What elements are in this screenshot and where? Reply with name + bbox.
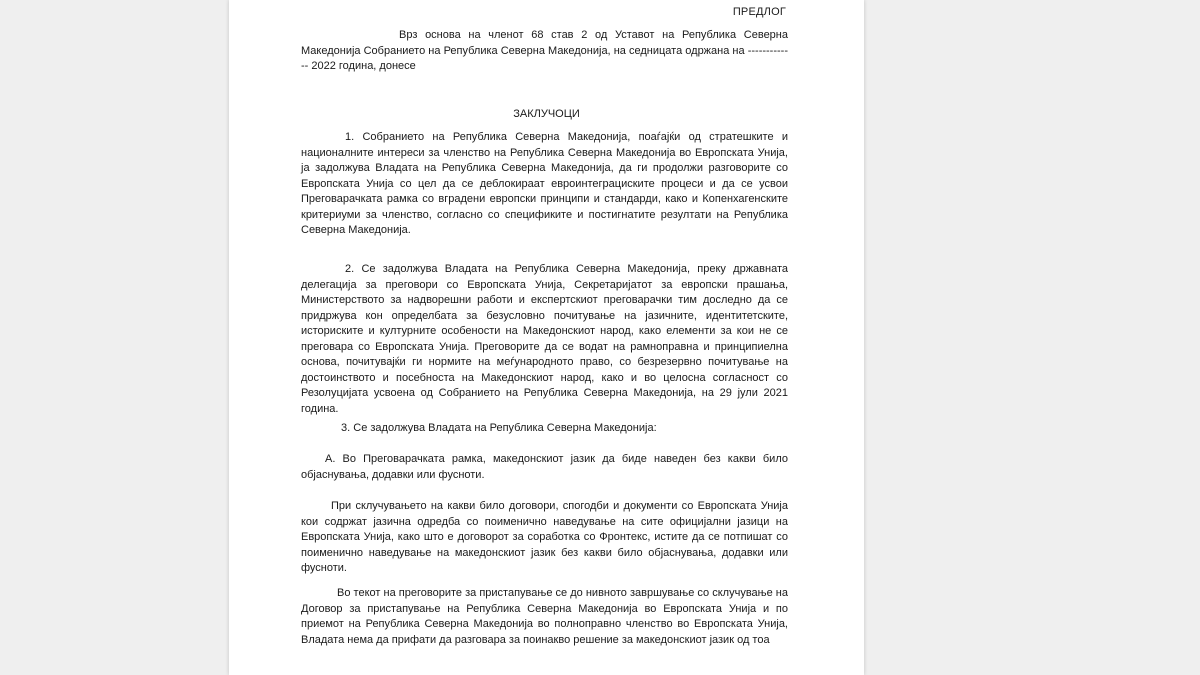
item-text: Се задолжува Владата на Република Северна Македонија: xyxy=(353,422,657,434)
conclusion-item-2 xyxy=(301,262,788,417)
conclusion-item-3 xyxy=(301,421,788,437)
sub-item-paragraph-3: Во текот на преговорите за пристапување се до нивното завршување со склучување на Договор за пристапување на Република Северна Македонија во Европската Унија и по приемот на Република Северна Македонија во полноправно членство во Европската Унија, Владата нема да прифати да разговара за поинакво решение за македонскиот јазик од тоа xyxy=(301,587,788,646)
preamble: Врз основа на членот 68 став 2 од Уставот на Република Северна Македонија Собранието на Република Северна Македонија, на седницата одржана на ------------- 2022 година, донесе xyxy=(301,29,788,72)
item-number: 3. xyxy=(341,422,351,434)
sub-item-a: А. Во Преговарачката рамка, македонскиот јазик да биде наведен без какви било објаснувања, додавки или фусноти. xyxy=(301,453,788,481)
conclusion-item-1 xyxy=(301,130,788,239)
item-number: 1. xyxy=(345,131,355,143)
item-text: Собранието на Република Северна Македонија, поаѓајќи од стратешките и националните интереси за членство на Република Северна Македонија во Европската Унија, ја задолжува Владата на Република Северна Македонија, да ги продолжи разговорите со Европската Унија со цел да се деблокираат евроинтеграциските процеси и да се усвои Преговарачката рамка со вградени европски принципи и стандарди, како и Копенхагенските критериуми за членство, согласно со спецификите и постигнатите резултати на Република Северна Македонија. xyxy=(301,131,788,236)
sub-item-paragraph-2: При склучувањето на какви било договори, спогодби и документи со Европската Унија кои содржат јазична одредба со поименично наведување на сите официјални јазици на Европската Унија, како што е договорот за соработка со Фронтекс, истите да се потпишат со поименично наведување на македонскиот јазик без какви било објаснувања, додавки или фусноти. xyxy=(301,500,788,574)
item-number: 2. xyxy=(345,263,355,275)
proposal-label: ПРЕДЛОГ xyxy=(732,6,786,18)
document-heading: ЗАКЛУЧОЦИ xyxy=(513,108,580,120)
document-page xyxy=(229,0,864,675)
item-text: Се задолжува Владата на Република Северна Македонија, преку државната делегација за преговори со Европската Унија, Секретаријатот за европски прашања, Министерството за надворешни работи и експертскиот преговарачки тим доследно да се придржува кон определбата за безусловно почитување на јазичните, идентитетските, историските и културните особености на Македонскиот народ, како елементи за кои не се преговара со Европската Унија. Преговорите да се водат на рамноправна и принципиелна основа, почитувајќи ги нормите на меѓународното право, со безрезервно почитување на достоинството и посебноста на Македонскиот народ, како и во целосна согласност со Резолуцијата усвоена од Собранието на Република Северна Македонија, на 29 јули 2021 година. xyxy=(301,263,788,415)
